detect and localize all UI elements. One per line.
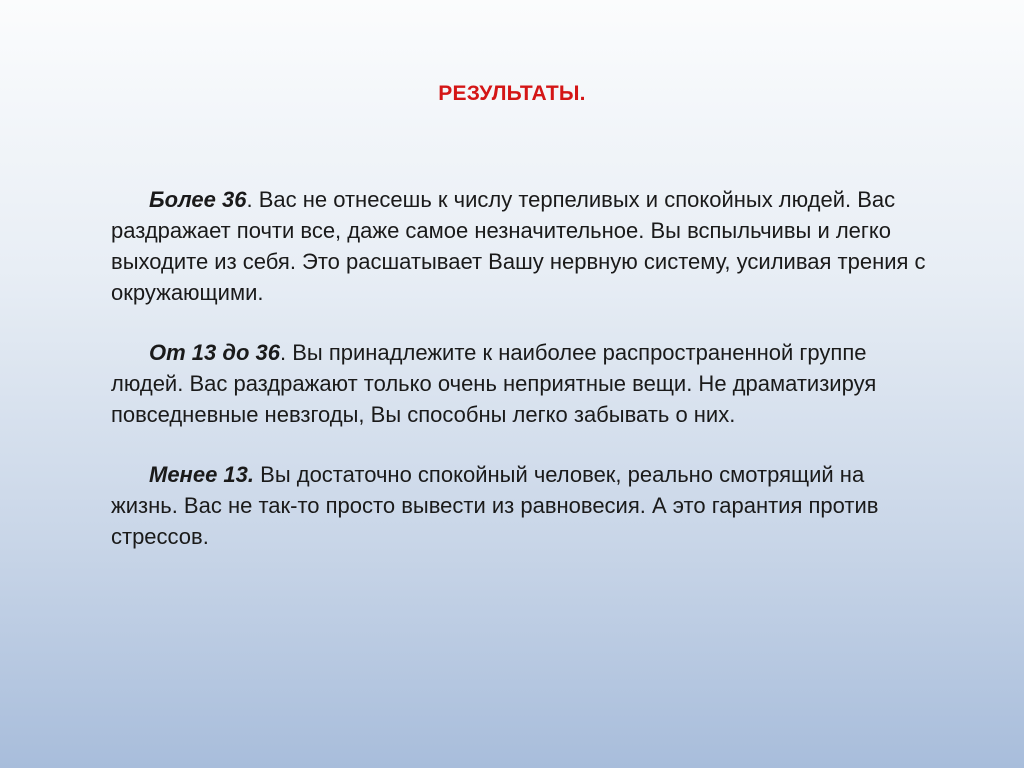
result-paragraph-low	[111, 459, 931, 552]
result-range-label: Более 36	[149, 187, 247, 212]
result-description: Вас не отнесешь к числу терпеливых и спокойных людей. Вас раздражает почти все, даже самое незначительное. Вы вспыльчивы и легко выходите из себя. Это расшатывает Вашу нервную систему, усиливая трения с окружающими.	[111, 187, 926, 305]
result-range-label: Менее 13.	[149, 462, 255, 487]
result-description: Вы достаточно спокойный человек, реально смотрящий на жизнь. Вас не так-то просто вывести из равновесия. А это гарантия против стрессов.	[111, 462, 879, 549]
slide-title: РЕЗУЛЬТАТЫ.	[438, 82, 586, 105]
slide-body	[111, 184, 931, 581]
result-range-label: От 13 до 36	[149, 340, 280, 365]
result-separator: .	[280, 340, 293, 365]
result-separator: .	[246, 187, 259, 212]
result-description: Вы принадлежите к наиболее распространенной группе людей. Вас раздражают только очень неприятные вещи. Не драматизируя повседневные невзгоды, Вы способны легко забывать о них.	[111, 340, 877, 427]
result-paragraph-mid	[111, 337, 931, 430]
result-paragraph-high	[111, 184, 931, 308]
